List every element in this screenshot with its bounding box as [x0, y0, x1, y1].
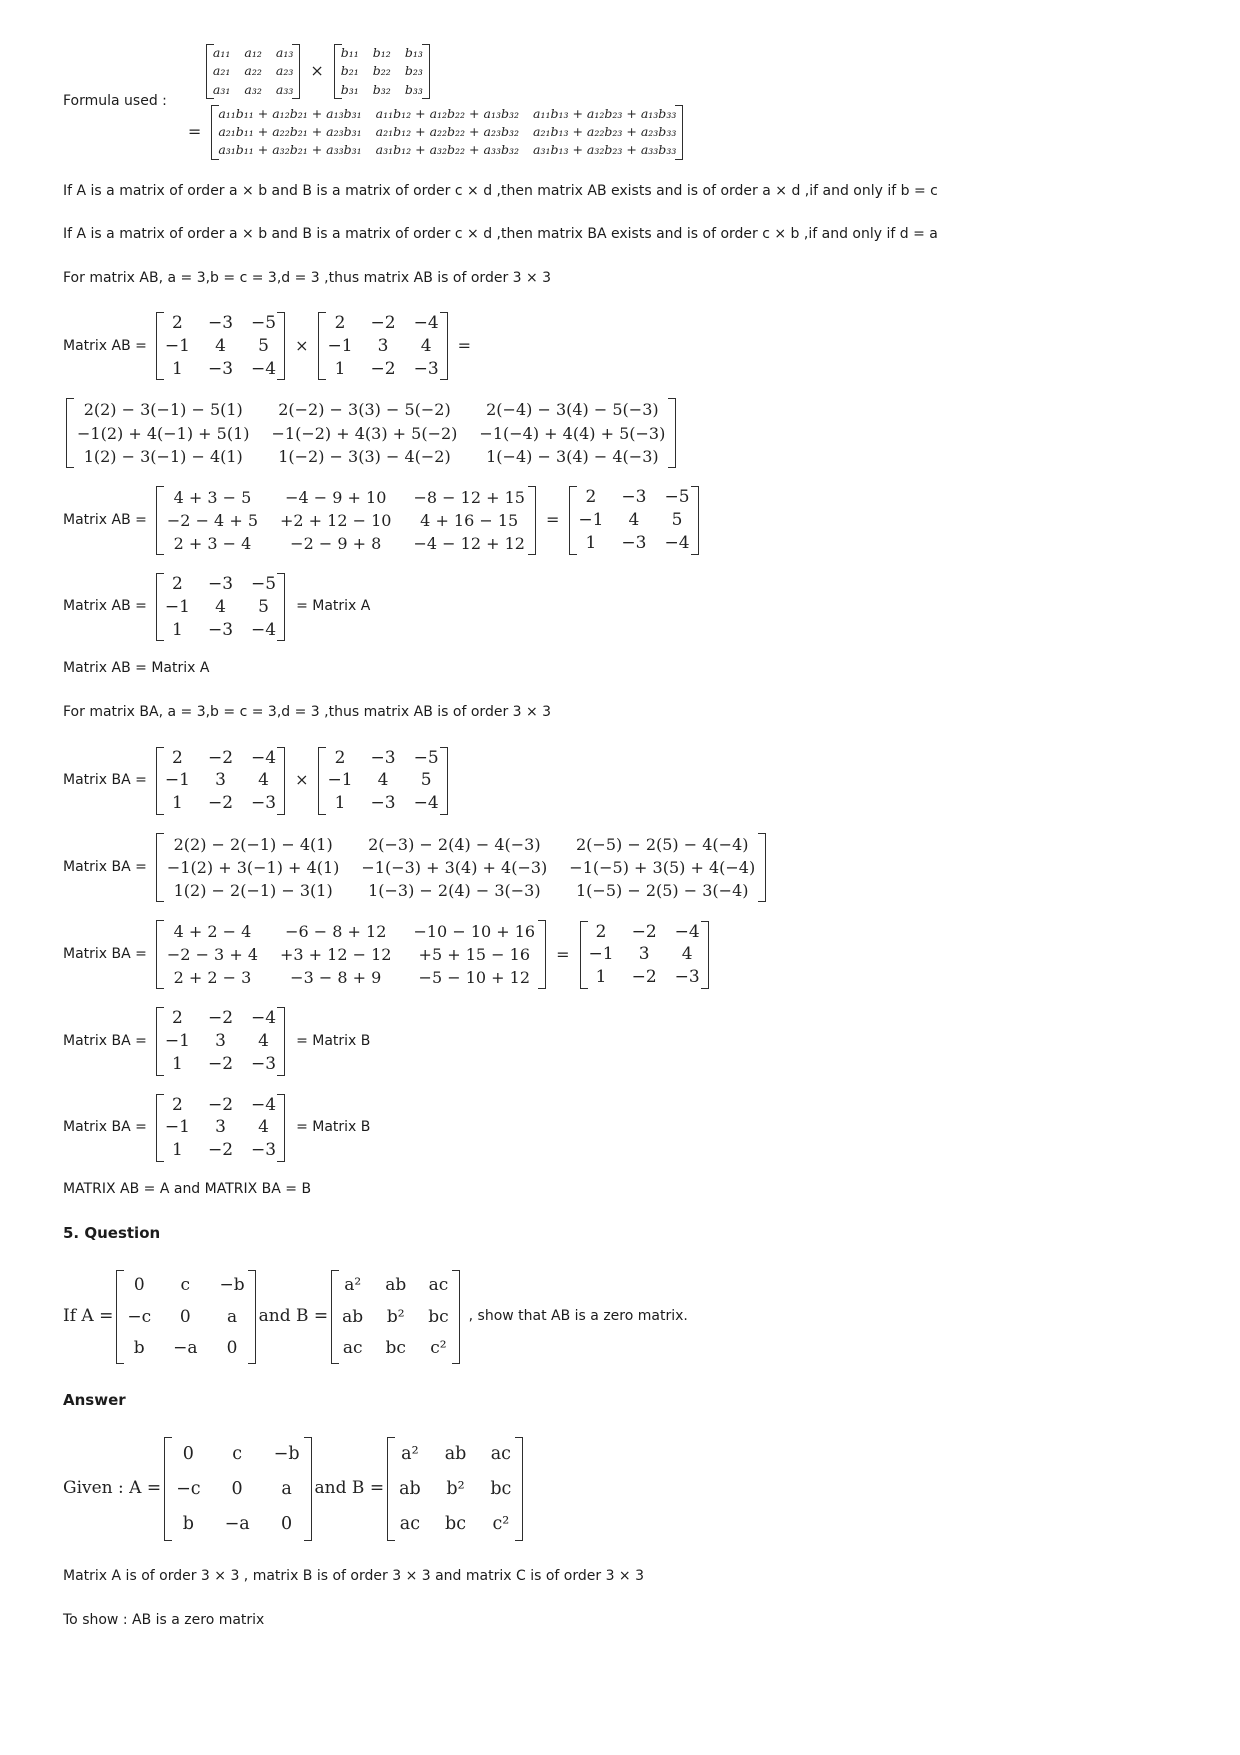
equals-matrix-a-text: = Matrix A — [296, 598, 371, 615]
ba-sums-matrix: 4 + 2 − 4 −6 − 8 + 12 −10 − 10 + 16 −2 − 3 + 4 +3 + 12 − 12 +5 + 15 − 16 2 + 2 − 3 −3 − 8 + 9 −5 − 10 + 12 — [156, 920, 546, 989]
question-line — [63, 1270, 1180, 1364]
equals-matrix-b-text: = Matrix B — [296, 1118, 371, 1135]
ba-sums-line — [63, 920, 1180, 989]
formula-matrix-b: b₁₁ b₁₂ b₁₃ b₂₁ b₂₂ b₂₃ b₃₁ b₃₂ b₃₃ — [334, 44, 430, 99]
ab-equals-a-paragraph: Matrix AB = Matrix A — [63, 660, 210, 677]
given-line — [63, 1437, 1180, 1541]
formula-section — [63, 44, 1180, 160]
ba-result-line-2 — [63, 1094, 1180, 1162]
ab-label: Matrix AB = — [63, 511, 147, 528]
ba-label: Matrix BA = — [63, 1032, 147, 1049]
formula-body — [181, 44, 686, 160]
formula-matrix-a: a₁₁ a₁₂ a₁₃ a₂₁ a₂₂ a₂₃ a₃₁ a₃₂ a₃₃ — [206, 44, 300, 99]
ba-result-matrix: 2 −2 −4 −1 3 4 1 −2 −3 — [580, 921, 709, 989]
question-matrix-a: 0 c −b −c 0 a b −a 0 — [116, 1270, 255, 1364]
ab-matrix-a: 2 −3 −5 −1 4 5 1 −3 −4 — [156, 312, 285, 380]
to-show-paragraph: To show : AB is a zero matrix — [63, 1611, 265, 1628]
ab-sums-matrix: 4 + 3 − 5 −4 − 9 + 10 −8 − 12 + 15 −2 − 4 + 5 +2 + 12 − 10 4 + 16 − 15 2 + 3 − 4 −2 − 9 + 8 −4 − 12 + 12 — [156, 486, 536, 555]
formula-product-expression — [203, 44, 686, 99]
ab-expansion-matrix: 2(2) − 3(−1) − 5(1) 2(−2) − 3(3) − 5(−2) 2(−4) − 3(4) − 5(−3) −1(2) + 4(−1) + 5(1) −1(−2) + 4(3) + 5(−2) −1(−4) + 4(4) + 5(−3) 1(2) − 3(−1) − 4(1) 1(−2) − 3(3) − 4(−2) 1(−4) − 3(4) − 4(−3) — [66, 398, 676, 467]
ba-expansion-line — [63, 833, 1180, 902]
ba-label: Matrix BA = — [63, 771, 147, 788]
ba-label: Matrix BA = — [63, 1118, 147, 1135]
question-suffix: , show that AB is a zero matrix. — [468, 1308, 688, 1325]
ba-label: Matrix BA = — [63, 858, 147, 875]
ba-order-paragraph: For matrix BA, a = 3,b = c = 3,d = 3 ,thus matrix AB is of order 3 × 3 — [63, 703, 552, 720]
times-operator: × — [295, 336, 309, 356]
ab-matrix-b: 2 −2 −4 −1 3 4 1 −2 −3 — [318, 312, 447, 380]
ab-result-matrix: 2 −3 −5 −1 4 5 1 −3 −4 — [156, 573, 285, 641]
rule-ba-paragraph: If A is a matrix of order a × b and B is a matrix of order c × d ,then matrix BA exists and is of order c × b ,if and only if d = a — [63, 226, 938, 243]
ba-result-line-1 — [63, 1007, 1180, 1075]
ab-result-line — [63, 573, 1180, 641]
conclusion-paragraph: MATRIX AB = A and MATRIX BA = B — [63, 1180, 312, 1197]
question-heading: 5. Question — [63, 1224, 161, 1243]
formula-label: Formula used : — [63, 92, 167, 109]
given-prefix: Given : A = — [63, 1478, 162, 1499]
ba-result-matrix: 2 −2 −4 −1 3 4 1 −2 −3 — [156, 1094, 285, 1162]
ab-label: Matrix AB = — [63, 598, 147, 615]
times-operator: × — [295, 770, 309, 790]
question-prefix: If A = — [63, 1306, 114, 1327]
ab-order-paragraph: For matrix AB, a = 3,b = c = 3,d = 3 ,thus matrix AB is of order 3 × 3 — [63, 269, 552, 286]
ab-expansion-line — [63, 398, 1180, 467]
ba-result-matrix: 2 −2 −4 −1 3 4 1 −2 −3 — [156, 1007, 285, 1075]
ba-product-line — [63, 747, 1180, 815]
times-operator: × — [310, 61, 324, 81]
ab-product-line — [63, 312, 1180, 380]
formula-result-expression — [181, 105, 686, 160]
ab-sums-line — [63, 486, 1180, 555]
ba-label: Matrix BA = — [63, 945, 147, 962]
equals-operator: = — [545, 510, 560, 530]
ba-matrix-b: 2 −2 −4 −1 3 4 1 −2 −3 — [156, 747, 285, 815]
answer-matrix-b: a² ab ac ab b² bc ac bc c² — [387, 1437, 523, 1541]
formula-product-matrix: a₁₁b₁₁ + a₁₂b₂₁ + a₁₃b₃₁ a₁₁b₁₂ + a₁₂b₂₂ + a₁₃b₃₂ a₁₁b₁₃ + a₁₂b₂₃ + a₁₃b₃₃ a₂₁b₁₁ + a₂₂b₂₁ + a₂₃b₃₁ a₂₁b₁₂ + a₂₂b₂₂ + a₂₃b₃₂ a₂₁b₁₃ + a₂₂b₂₃ + a₂₃b₃₃ a₃₁b₁₁ + a₃₂b₂₁ + a₃₃b₃₁ a₃₁b₁₂ + a₃₂b₂₂ + a₃₃b₃₂ a₃₁b₁₃ + a₃₂b₂₃ + a₃₃b₃₃ — [211, 105, 683, 160]
rule-ab-paragraph: If A is a matrix of order a × b and B is a matrix of order c × d ,then matrix AB exists and is of order a × d ,if and only if b = c — [63, 182, 938, 199]
question-matrix-b: a² ab ac ab b² bc ac bc c² — [331, 1270, 459, 1364]
ab-label: Matrix AB = — [63, 337, 147, 354]
equals-operator: = — [187, 121, 202, 141]
ba-expansion-matrix: 2(2) − 2(−1) − 4(1) 2(−3) − 2(4) − 4(−3) 2(−5) − 2(5) − 4(−4) −1(2) + 3(−1) + 4(1) −1(−3) + 3(4) + 4(−3) −1(−5) + 3(5) + 4(−4) 1(2) − 2(−1) − 3(1) 1(−3) − 2(4) − 3(−3) 1(−5) − 2(5) − 3(−4) — [156, 833, 766, 902]
ba-matrix-a: 2 −3 −5 −1 4 5 1 −3 −4 — [318, 747, 447, 815]
question-mid: and B = — [258, 1306, 329, 1327]
order-info-paragraph: Matrix A is of order 3 × 3 , matrix B is of order 3 × 3 and matrix C is of order 3 × 3 — [63, 1568, 645, 1585]
answer-heading: Answer — [63, 1391, 126, 1410]
equals-matrix-b-text: = Matrix B — [296, 1032, 371, 1049]
answer-matrix-a: 0 c −b −c 0 a b −a 0 — [164, 1437, 311, 1541]
answer-mid: and B = — [314, 1478, 385, 1499]
equals-operator: = — [556, 944, 570, 964]
equals-operator: = — [457, 336, 472, 356]
ab-result-matrix: 2 −3 −5 −1 4 5 1 −3 −4 — [569, 486, 698, 554]
